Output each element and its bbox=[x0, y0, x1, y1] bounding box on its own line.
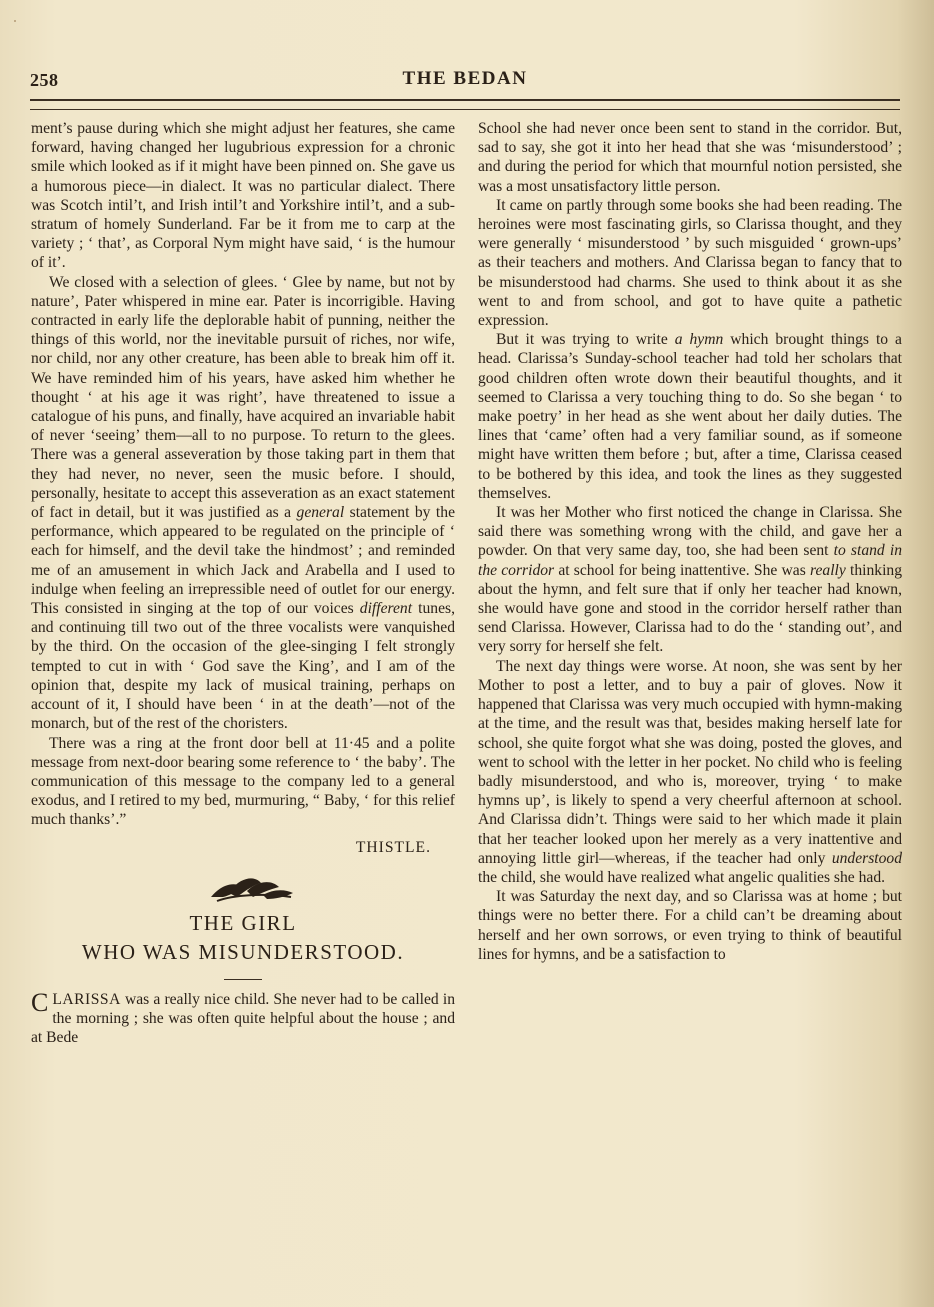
italic-run: really bbox=[810, 561, 846, 579]
text-run: at school for being inattentive. She was bbox=[554, 561, 810, 579]
text-run: was a really nice child. She never had to be called in the morning ; she was often quite helpful about the house ; and at Bede bbox=[31, 990, 455, 1047]
drop-cap: C bbox=[31, 987, 49, 1017]
paragraph bbox=[478, 657, 902, 887]
right-column bbox=[478, 119, 902, 964]
text-run: It was her Mother who first noticed the change in Clarissa. She said there was something wrong with the child, and gave her a powder. On that very same day, too, she had been sent bbox=[478, 504, 902, 560]
text-run: the child, she would have realized what angelic qualities she had. bbox=[478, 868, 886, 886]
paragraph bbox=[478, 330, 902, 503]
italic-run: to stand in the corridor bbox=[478, 542, 902, 579]
smallcaps-run: LARISSA bbox=[52, 990, 121, 1008]
paragraph: School she had never once been sent to stand in the corridor. But, sad to say, she got it into her head that she was ‘misunderstood’ ; and during the period for which that mournful notion persisted, she was a most unsatisfactory little person. bbox=[478, 120, 902, 195]
floral-ornament-icon bbox=[203, 871, 299, 905]
running-head bbox=[30, 66, 900, 94]
header-double-rule bbox=[30, 99, 900, 110]
text-run: We closed with a selection of glees. ‘ Glee by name, but not by nature’, Pater whispered in mine ear. Pater is incorrigible. Having contracted in early life the deplorable habit of punning, neither the things of this world, nor the inevitable pursuit of riches, nor wife, nor child, nor any other creature, has been able to break him off it. We have reminded him of his years, have asked him whether he thought ‘ at his age it was right’, have threatened to issue a catalogue of his puns, and finally, have acquired an invariable habit of never ‘seeing’ them—all to no purpose. To return to the glees. There was a general asseveration by those taking part in them that they had never, no never, seen the music before. I should, personally, hesitate to accept this asseveration as an exact statement of fact in detail, but it was justified as a bbox=[31, 273, 455, 522]
story-title-line-2: WHO WAS MISUNDERSTOOD. bbox=[81, 939, 405, 964]
text-run: tunes, and continuing till two out of the three vocalists were vanquished by the third. On the occasion of the glee-singing I felt strongly tempted to cut in with ‘ God save the King’, and I am of the opinion that, despite my lack of musical training, perhaps on account of it, I should have been ‘ in at the death’—not of the monarch, but of the rest of the choristers. bbox=[31, 600, 455, 733]
paragraph bbox=[478, 503, 902, 657]
left-column bbox=[31, 119, 455, 1047]
italic-run: understood bbox=[831, 849, 902, 867]
text-run: which brought things to a head. Clarissa’s Sunday-school teacher had told her scholars that good children often wrote down their beautiful thoughts, and it seemed to Clarissa a very touching thing to do. So she began ‘ to make poetry’ in her head as she went about her daily duties. The lines that ‘came’ often had a very familiar sound, as if someone might have written them before ; but, after a time, Clarissa ceased to be bothered by this idea, and took the lines as they suggested themselves. bbox=[478, 331, 902, 502]
paragraph bbox=[31, 273, 455, 734]
paragraph: It was Saturday the next day, and so Clarissa was at home ; but things were no better there. For a child can’t be dreaming about herself and her own sorrows, or even trying to think of beautiful lines for hymns, and be a satisfaction to bbox=[478, 888, 902, 963]
italic-run: a hymn bbox=[674, 331, 724, 349]
paragraph: It came on partly through some books she had been reading. The heroines were most fascinating girls, so Clarissa thought, and they were generally ‘ misunderstood ’ by such misguided ‘ grown-ups’ as their teachers and mothers. And Clarissa began to fancy that to be misunderstood had charms. She used to think about it as she went to and from school, and got to have quite a pathetic expression. bbox=[478, 196, 902, 330]
paper-speck bbox=[14, 20, 16, 22]
paragraph: ment’s pause during which she might adjust her features, she came forward, having changed her lugubrious expression for a chronic smile which looked as if it might have been pinned on. She gave us a humorous piece—in dialect. It was no particular dialect. There was Scotch intil’t, and Irish intil’t and Yorkshire intil’t, and a substratum of homely Sunderland. Far be it from me to carp at the variety ; ‘ that’, as Corporal Nym might have said, ‘ is the humour of it’. bbox=[31, 120, 455, 272]
page-number: 258 bbox=[30, 70, 59, 90]
story-opening-paragraph bbox=[31, 987, 455, 1048]
title-rule bbox=[224, 979, 262, 980]
italic-run: different bbox=[359, 600, 413, 618]
italic-run: general bbox=[296, 504, 345, 522]
text-run: The next day things were worse. At noon, she was sent by her Mother to post a letter, and to buy a pair of gloves. Now it happened that Clarissa was very much occupied with hymn-making at the time, and the result was that, besides making herself late for school, she quite forgot what she was doing, posted the gloves, and went to school with the letter in her pocket. No child who is feeling badly misunderstood, and who is, moreover, trying ‘ to make hymns up’, is likely to spend a very cheerful afternoon at school. And Clarissa didn’t. Things were said to her which made it plain that her teacher looked upon her merely as a very inattentive and annoying little girl—whereas, if the teacher had only bbox=[478, 657, 902, 867]
text-run: statement by the performance, which appeared to be regulated on the principle of ‘ each for himself, and the devil take the hindmost’ ; and reminded me of an amusement in which Jack and Arabella and I used to indulge when feeling an irrepressible need of outlet for our energy. This consisted in singing at the top of our voices bbox=[31, 504, 455, 618]
story-title-line-1: THE GIRL bbox=[189, 910, 297, 935]
text-run: But it was trying to write bbox=[496, 331, 675, 349]
text-run: thinking about the hymn, and felt sure that if only her teacher had known, she would have gone and stood in the corridor herself rather than send Clarissa. However, Clarissa had to do the ‘ standing out’, and very sorry for herself she felt. bbox=[478, 561, 902, 656]
paragraph: There was a ring at the front door bell at 11·45 and a polite message from next-door bearing some reference to ‘ the baby’. The communication of this message to the company led to a general exodus, and I retired to my bed, murmuring, “ Baby, ‘ for this relief much thanks’.” bbox=[31, 734, 455, 829]
journal-title: THE BEDAN bbox=[402, 68, 528, 89]
author-signature: THISTLE. bbox=[355, 838, 431, 856]
